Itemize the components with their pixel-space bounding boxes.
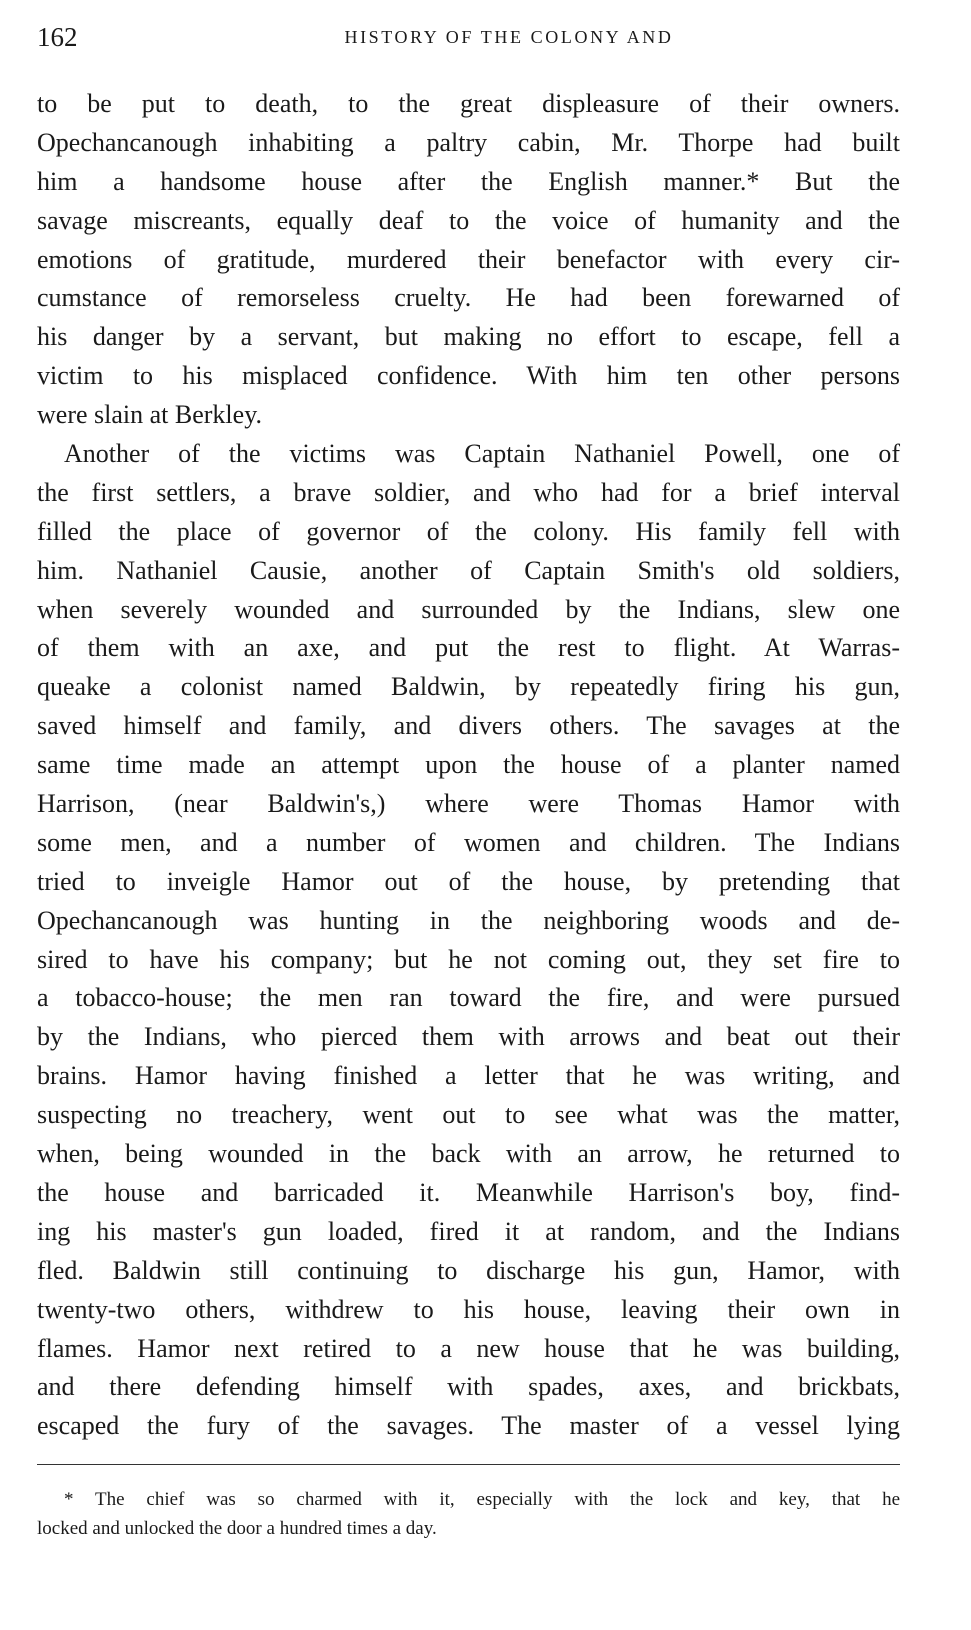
- text-line: him. Nathaniel Causie, another of Captain Smith's old soldiers,: [37, 555, 900, 585]
- text-line: and there defending himself with spades, axes, and brickbats,: [37, 1372, 900, 1402]
- text-line: Harrison, (near Baldwin's,) where were Thomas Hamor with: [37, 789, 900, 819]
- text-line: the house and barricaded it. Meanwhile Harrison's boy, find-: [37, 1177, 900, 1207]
- text-line: were slain at Berkley.: [37, 400, 262, 430]
- text-line: flames. Hamor next retired to a new house that he was building,: [37, 1333, 900, 1363]
- text-line: sired to have his company; but he not coming out, they set fire to: [37, 944, 900, 974]
- body-text: [37, 85, 900, 1446]
- footnote-divider: [37, 1464, 900, 1465]
- text-line: Another of the victims was Captain Nathaniel Powell, one of: [64, 439, 900, 469]
- text-line: twenty-two others, withdrew to his house, leaving their own in: [37, 1294, 900, 1324]
- text-line: victim to his misplaced confidence. With him ten other persons: [37, 361, 900, 391]
- text-line: by the Indians, who pierced them with arrows and beat out their: [37, 1022, 900, 1052]
- text-line: same time made an attempt upon the house of a planter named: [37, 750, 900, 780]
- text-line: to be put to death, to the great displeasure of their owners.: [37, 89, 900, 118]
- text-line: suspecting no treachery, went out to see what was the matter,: [37, 1100, 900, 1130]
- text-line: Opechancanough was hunting in the neighboring woods and de-: [37, 905, 900, 935]
- text-line: him a handsome house after the English manner.* But the: [37, 166, 900, 196]
- text-line: when severely wounded and surrounded by the Indians, slew one: [37, 594, 900, 624]
- text-line: escaped the fury of the savages. The master of a vessel lying: [37, 1411, 900, 1441]
- text-line: his danger by a servant, but making no effort to escape, fell a: [37, 322, 900, 352]
- footnote-line: * The chief was so charmed with it, especially with the lock and key, that he: [64, 1489, 900, 1510]
- text-line: some men, and a number of women and children. The Indians: [37, 827, 900, 857]
- paragraph: [37, 85, 900, 435]
- text-line: the first settlers, a brave soldier, and who had for a brief interval: [37, 477, 900, 507]
- text-line: saved himself and family, and divers others. The savages at the: [37, 711, 900, 741]
- text-line: savage miscreants, equally deaf to the voice of humanity and the: [37, 205, 900, 235]
- text-line: emotions of gratitude, murdered their benefactor with every cir-: [37, 244, 900, 274]
- text-line: of them with an axe, and put the rest to flight. At Warras-: [37, 633, 900, 663]
- page-number: 162: [37, 22, 78, 52]
- running-title: HISTORY OF THE COLONY AND: [344, 27, 674, 47]
- text-line: tried to inveigle Hamor out of the house, by pretending that: [37, 866, 900, 896]
- text-line: a tobacco-house; the men ran toward the fire, and were pursued: [37, 983, 900, 1013]
- text-line: ing his master's gun loaded, fired it at random, and the Indians: [37, 1216, 900, 1246]
- paragraph: [37, 435, 900, 1446]
- text-line: brains. Hamor having finished a letter that he was writing, and: [37, 1061, 900, 1091]
- text-line: Opechancanough inhabiting a paltry cabin, Mr. Thorpe had built: [37, 127, 900, 157]
- text-line: fled. Baldwin still continuing to discharge his gun, Hamor, with: [37, 1255, 900, 1285]
- text-line: queake a colonist named Baldwin, by repeatedly firing his gun,: [37, 672, 900, 702]
- footnote: [37, 1485, 900, 1543]
- text-line: when, being wounded in the back with an arrow, he returned to: [37, 1139, 900, 1169]
- text-line: filled the place of governor of the colony. His family fell with: [37, 516, 900, 546]
- running-head: [37, 20, 901, 54]
- text-line: cumstance of remorseless cruelty. He had been forewarned of: [37, 283, 900, 313]
- footnote-line: locked and unlocked the door a hundred times a day.: [37, 1518, 437, 1539]
